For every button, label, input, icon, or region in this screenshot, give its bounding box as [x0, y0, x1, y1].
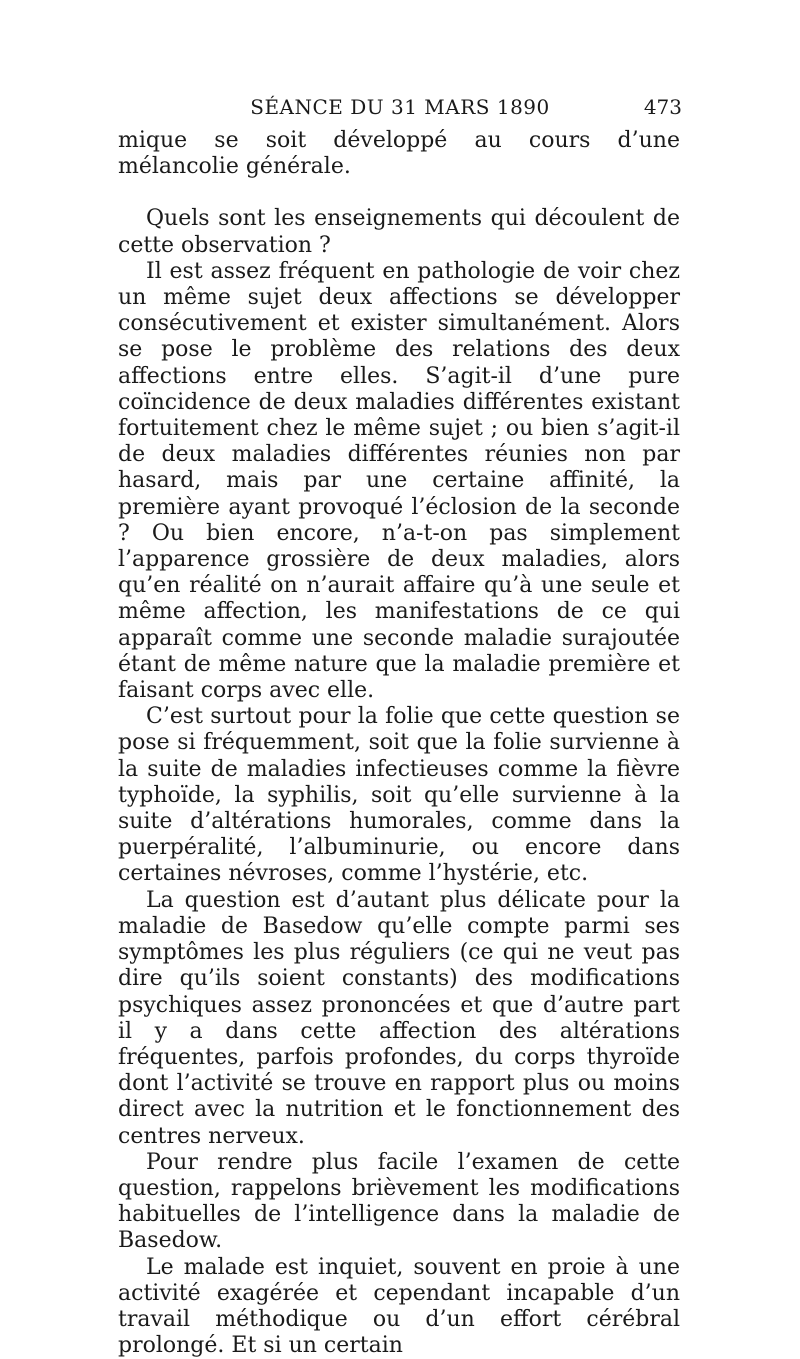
paragraph-examen: Pour rendre plus facile l’examen de cette question, rappelons brièvement les modifications habituelles de l’intelligence dans la maladie de Basedow.	[118, 1149, 680, 1254]
paragraph-malade: Le malade est inquiet, souvent en proie à une activité exagérée et cependant incapable d’un travail méthodique ou d’un effort cérébral prolongé. Et si un certain	[118, 1254, 680, 1359]
paragraph-pathology: Il est assez fréquent en pathologie de voir chez un même sujet deux affections se développer consécutivement et exister simultanément. Alors se pose le problème des relations des deux affections entre elles. S’agit-il d’une pure coïncidence de deux maladies différentes existant fortuitement chez le même sujet ; ou bien s’agit-il de deux maladies différentes réunies non par hasard, mais par une certaine affinité, la première ayant provoqué l’éclosion de la seconde ? Ou bien encore, n’a-t-on pas simplement l’apparence grossière de deux maladies, alors qu’en réalité on n’aurait affaire qu’à une seule et même affection, les manifestations de ce qui apparaît comme une seconde maladie surajoutée étant de même nature que la maladie première et faisant corps avec elle.	[118, 258, 680, 704]
paragraph-question: Quels sont les enseignements qui découlent de cette observation ?	[118, 206, 680, 258]
body-text	[118, 128, 680, 1359]
paragraph-continuation: mique se soit développé au cours d’une mélancolie générale.	[118, 128, 680, 180]
running-head-title: SÉANCE DU 31 MARS 1890	[250, 95, 550, 119]
paragraph-folie: C’est surtout pour la folie que cette question se pose si fréquemment, soit que la folie survienne à la suite de maladies infectieuses comme la fièvre typhoïde, la syphilis, soit qu’elle survienne à la suite d’altérations humorales, comme dans la puerpéralité, l’albuminurie, ou encore dans certaines névroses, comme l’hystérie, etc.	[118, 704, 680, 887]
paragraph-basedow: La question est d’autant plus délicate pour la maladie de Basedow qu’elle compte parmi ses symptômes les plus réguliers (ce qui ne veut pas dire qu’ils soient constants) des modifications psychiques assez prononcées et que d’autre part il y a dans cette affection des altérations fréquentes, parfois profondes, du corps thyroïde dont l’activité se trouve en rapport plus ou moins direct avec la nutrition et le fonctionnement des centres nerveux.	[118, 887, 680, 1149]
running-head	[118, 92, 682, 122]
page-number: 473	[643, 95, 682, 119]
